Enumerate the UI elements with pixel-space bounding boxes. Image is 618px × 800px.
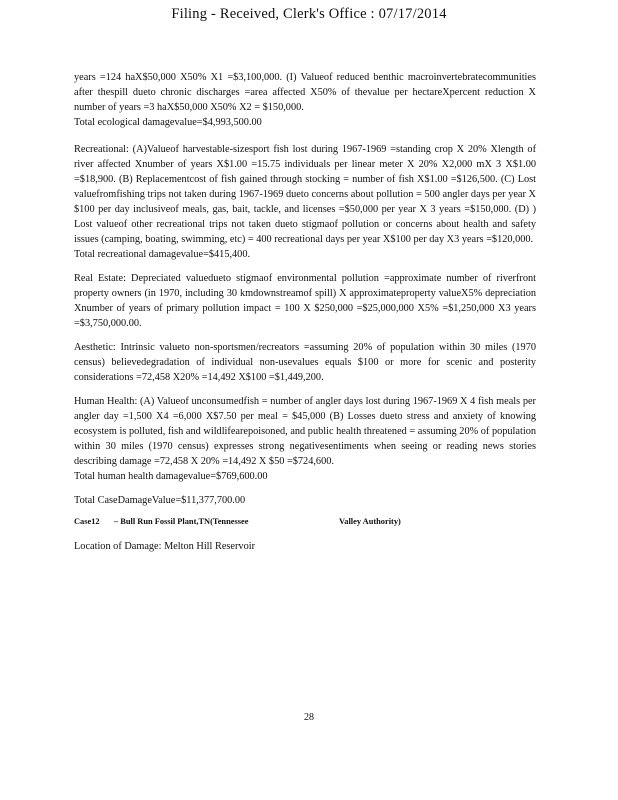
case-heading	[74, 517, 536, 526]
case-damage-total: Total CaseDamageValue=$11,377,700.00	[74, 495, 246, 506]
filing-header: Filing - Received, Clerk's Office : 07/17/2014	[171, 6, 447, 22]
human-health-total: Total human health damagevalue=$769,600.00	[74, 471, 268, 482]
human-health-text: Human Health: (A) Valueof unconsumedfish = number of angler days lost during 1967-1969 X 4 fish meals per angler day =1,500 X4 =6,000 X$7.50 per meal = $45,000 (B) Losses dueto stress and anxiety of knowing ecosystem is polluted, fish and wildlifearepoisoned, and public health threatened = assuming 20% of population within 30 miles (1970 census) expresses strong negativesentiments when seeing or reading news stories describing damage =72,458 X 20% =14,492 X $50 =$724,600.	[74, 396, 536, 467]
damage-location: Location of Damage: Melton Hill Reservoir	[74, 541, 256, 552]
aesthetic-paragraph: Aesthetic: Intrinsic valueto non-sportsmen/recreators =assuming 20% of population within 30 miles (1970 census) believedegradation of individual non-usevalues equals $100 or more for scenic and posterity considerations =72,458 X20% =14,492 X$100 =$1,449,200.	[74, 342, 536, 383]
ecological-text: years =124 haX$50,000 X50% X1 =$3,100,000. (I) Valueof reduced benthic macroinvertebratecommunities after thespill dueto chronic discharges =area affected X50% of thevalue per hectareXpercent reduction X number of years =3 haX$50,000 X50% X2 = $150,000.	[74, 72, 536, 113]
real-estate-paragraph: Real Estate: Depreciated valuedueto stigmaof environmental pollution =approximate number of riverfront property owners (in 1970, including 30 kmdownstreamof spill) X approximateproperty valueX5% depreciation Xnumber of years of primary pollution impact = 100 X $250,000 =$25,000,000 X5% =$1,250,000 X3 years =$3,750,000.00.	[74, 273, 536, 329]
recreational-total: Total recreational damagevalue=$415,400.	[74, 249, 251, 260]
human-health-paragraph	[74, 394, 536, 484]
ecological-paragraph	[74, 70, 536, 130]
page-number: 28	[304, 712, 314, 723]
recreational-text: Recreational: (A)Valueof harvestable-sizesport fish lost during 1967-1969 =standing crop X 20% Xlength of river affected Xnumber of years X$1.00 =15.75 individuals per linear meter X 20% X2,000 mX 3 X$1.00 =$18,900. (B) Replacementcost of fish gained through stocking = number of fish X$1.00 =$126,500. (C) Lost valuefromfishing trips not taken during 1967-1969 dueto concerns about pollution = 500 angler days per year X $100 per day inclusiveof meals, gas, bait, tackle, and licenses =$50,000 per year X 3 years =$150,000. (D) ) Lost valueof other recreational trips not taken dueto stigmaof pollution or concerns about health and safety issues (camping, boating, swimming, etc) = 400 recreational days per year X$100 per day X3 years =$120,000.	[74, 144, 536, 245]
case-id: Case12	[74, 517, 100, 526]
recreational-paragraph	[74, 142, 536, 262]
ecological-total: Total ecological damagevalue=$4,993,500.00	[74, 117, 262, 128]
case-name: – Bull Run Fossil Plant,TN(Tennessee	[114, 517, 249, 526]
document-body	[74, 70, 536, 552]
case-agency: Valley Authority)	[339, 517, 401, 526]
